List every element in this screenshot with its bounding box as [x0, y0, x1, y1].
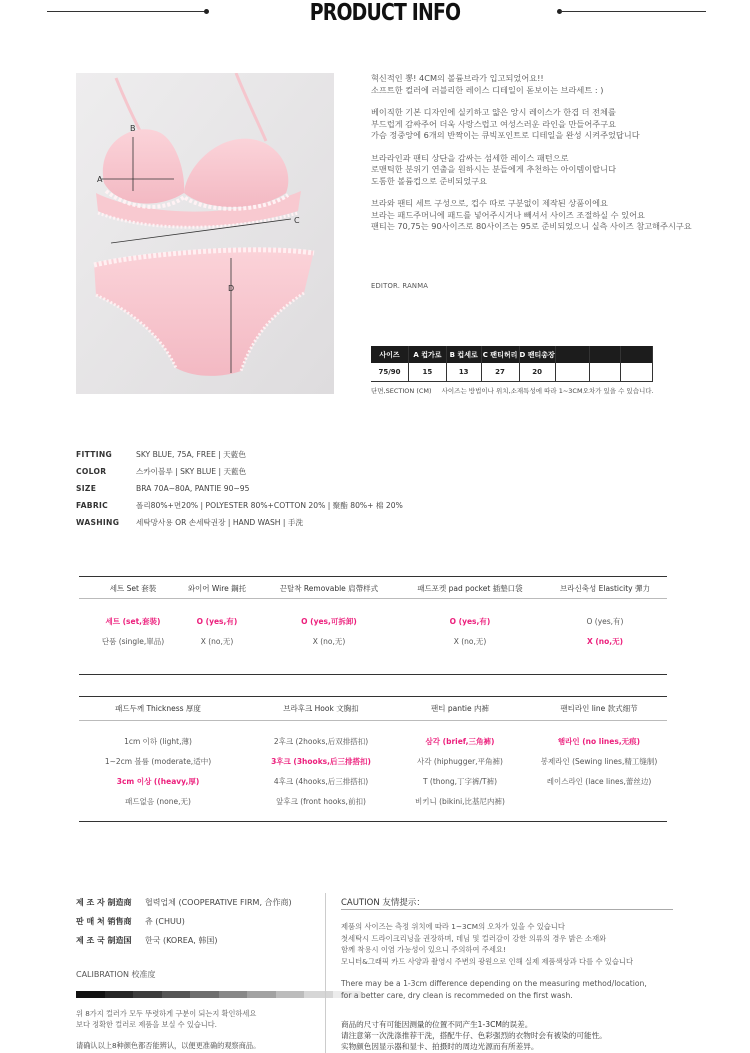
- spec-label: FITTING: [76, 450, 113, 459]
- option-cell: 햄라인 (no lines,无痕): [557, 737, 641, 746]
- description-line: 브라라인과 팬티 상단을 감싸는 섬세한 레이스 패턴으로: [371, 152, 569, 163]
- option-header: 팬티라인 line 款式细节: [560, 704, 638, 713]
- description-paragraph: [371, 153, 731, 188]
- bottom-divider: [325, 893, 326, 1053]
- maker-info: [76, 893, 292, 950]
- caution-line: 实物颜色因显示器和显卡、拍摄时的周边光源而有所差异。: [341, 1042, 539, 1051]
- size-note: [371, 386, 662, 395]
- option-header: 브라신축성 Elasticity 彈力: [560, 584, 650, 593]
- option-cell: X (no,无): [453, 637, 487, 646]
- caution-english: [341, 978, 647, 1001]
- description-line: 도톰한 볼륨컵으로 준비되었구요: [371, 175, 487, 186]
- spec-value: 세탁망사용 OR 손세탁권장 | HAND WASH | 手洗: [136, 518, 304, 527]
- maker-value: 츄 (CHUU): [145, 917, 185, 926]
- maker-value: 한국 (KOREA, 韩国): [145, 936, 218, 945]
- option-cell: 3cm 이상 ((heavy,厚): [116, 777, 200, 786]
- header-rule-left: [47, 11, 205, 12]
- calibration-swatch: [76, 991, 105, 998]
- description-line: 부드럽게 감싸주어 더욱 사랑스럽고 여성스러운 라인을 만들어주구요: [371, 118, 616, 129]
- calibration-swatch: [105, 991, 134, 998]
- spec-list: [76, 446, 403, 531]
- calibration-swatch: [304, 991, 333, 998]
- spec-label: SIZE: [76, 484, 97, 493]
- size-header-cell: [589, 346, 620, 363]
- size-header-cell: [555, 346, 589, 363]
- size-cell: 27: [481, 363, 519, 381]
- size-header-cell: [620, 346, 652, 363]
- product-description: [371, 73, 731, 244]
- editor-credit: EDITOR. RANMA: [371, 282, 429, 290]
- option-cell: 앞후크 (front hooks,前扣): [276, 797, 366, 806]
- product-photo: [76, 73, 334, 394]
- size-cell: 15: [409, 363, 447, 381]
- maker-row: [76, 893, 292, 912]
- spec-row-fitting: [76, 446, 403, 463]
- option-header: 끈탈착 Removable 肩帶样式: [279, 584, 379, 593]
- size-note-label: 단면,SECTION (CM): [371, 387, 432, 395]
- option-header: 팬티 pantie 内裤: [430, 704, 489, 713]
- calibration-swatch: [190, 991, 219, 998]
- spec-value: BRA 70A~80A, PANTIE 90~95: [136, 484, 250, 493]
- calibration-swatch: [276, 991, 305, 998]
- size-table: [371, 346, 653, 382]
- option-table-header-rule: [79, 720, 667, 721]
- spec-value: 폴리80%+면20% | POLYESTER 80%+COTTON 20% | 聚酯 80%+ 棉 20%: [136, 501, 403, 510]
- description-line: 팬티는 70,75는 90사이즈로 80사이즈는 95로 준비되었으니 실측 사이즈 참고해주시구요: [371, 221, 692, 231]
- option-cell: O (yes,有): [196, 617, 238, 626]
- calibration-swatch: [133, 991, 162, 998]
- option-cell: 세트 (set,套裝): [105, 617, 161, 626]
- size-header-cell: B 컵세로: [446, 346, 481, 363]
- option-header: 세트 Set 套裝: [109, 584, 157, 593]
- option-header: 브라후크 Hook 文胸扣: [283, 704, 359, 713]
- option-cell: 단품 (single,單品): [101, 637, 165, 646]
- caution-chinese: [341, 1019, 607, 1052]
- option-cell: X (no,无): [586, 637, 624, 646]
- caution-rule: [341, 909, 673, 910]
- spec-label: WASHING: [76, 518, 120, 527]
- caution-line: 제품의 사이즈는 측정 위치에 따라 1~3CM의 오차가 있을 수 있습니다: [341, 922, 565, 931]
- option-table-top-rule: [79, 696, 667, 697]
- caution-line: for a better care, dry clean is recommeded on the first wash.: [341, 990, 573, 1000]
- description-line: 베이직한 기본 디자인에 실키하고 얇은 앙시 레이스가 한겹 더 전체를: [371, 107, 616, 117]
- label-d: D: [228, 284, 235, 293]
- calibration-swatch: [162, 991, 191, 998]
- option-cell: 패드없음 (none,无): [125, 797, 191, 806]
- caution-line: 첫세탁시 드라이크리닝을 권장하며, 데님 및 컬러감이 강한 의류의 경우 밝은 소재와: [341, 933, 607, 943]
- spec-row-color: [76, 463, 403, 480]
- option-header: 와이어 Wire 鋼托: [187, 584, 247, 593]
- caution-title: CAUTION 友情提示：: [341, 898, 425, 908]
- option-cell: 1~2cm 볼륨 (moderate,适中): [104, 757, 212, 766]
- option-cell: 4후크 (4hooks,后三排搭扣): [273, 777, 369, 786]
- spec-row-fabric: [76, 497, 403, 514]
- caution-line: There may be a 1-3cm difference depending on the measuring method/location,: [341, 979, 647, 988]
- option-cell: 레이스라인 (lace lines,蕾丝边): [546, 777, 652, 786]
- caution-korean: [341, 921, 633, 967]
- size-note-text: 사이즈는 방법이나 위치,소재특성에 따라 1~3CM오차가 있을 수 있습니다.: [441, 387, 654, 395]
- description-line: 소프트한 컬러에 러블리한 레이스 디테일이 돋보이는 브라세트 : ): [371, 84, 604, 95]
- size-header-cell: 사이즈: [371, 346, 409, 363]
- option-table-header-rule: [79, 598, 667, 599]
- option-cell: O (yes,可拆卸): [301, 617, 357, 626]
- description-paragraph: [371, 107, 731, 142]
- description-line: 혁신적인 뽕! 4CM의 볼륨브라가 입고되었어요!!: [371, 73, 544, 83]
- option-table-detail: [79, 696, 667, 822]
- size-cell: 75/90: [371, 363, 409, 381]
- size-header-cell: C 팬티허리: [481, 346, 519, 363]
- size-header-cell: A 컵가로: [409, 346, 447, 363]
- option-cell: 삼각 (brief,三角裤): [425, 737, 495, 746]
- option-header: 패드두께 Thickness 厚度: [115, 704, 201, 713]
- calibration-note-cn: 请确认以上8种颜色都否能辨认，以便更准确的观察商品。: [76, 1041, 261, 1050]
- option-cell: X (no,无): [312, 637, 346, 646]
- option-cell: 비키니 (bikini,比基尼内裤): [415, 797, 505, 806]
- description-line: 로맨틱한 분위기 연출을 원하시는 분들에게 추천하는 아이템이랍니다: [371, 164, 616, 174]
- page-header: [0, 0, 750, 30]
- calibration-strip: [76, 991, 361, 998]
- description-line: 가슴 정중앙에 6개의 반짝이는 큐빅포인트로 디테일을 완성 시켜주었답니다: [371, 130, 640, 140]
- spec-label: FABRIC: [76, 501, 109, 510]
- spec-value: SKY BLUE, 75A, FREE | 天藍色: [136, 450, 246, 459]
- page-title: PRODUCT INFO: [309, 0, 461, 26]
- calibration-note: [76, 1008, 256, 1030]
- option-cell: 사각 (hiphugger,平角裤): [417, 757, 503, 766]
- spec-label: COLOR: [76, 467, 107, 476]
- calibration-title: CALIBRATION 校准度: [76, 970, 156, 979]
- spec-row-size: [76, 480, 403, 497]
- calibration-note-line: 보다 정확한 컬러로 제품을 보실 수 있습니다.: [76, 1020, 217, 1029]
- caution-line: 商品的尺寸有可能因测量的位置不同产生1-3CM的误差。: [341, 1020, 533, 1029]
- calibration-swatch: [247, 991, 276, 998]
- header-dot-left: [204, 9, 209, 14]
- calibration-note-line: 위 8가지 컬러가 모두 뚜렷하게 구분이 되는지 확인하세요: [76, 1009, 257, 1018]
- size-cell: 13: [446, 363, 481, 381]
- description-line: 브라는 패드주머니에 패드를 넣어주시거나 빼셔서 사이즈 조절하실 수 있어요: [371, 209, 645, 220]
- caution-line: 함께 착용시 이염 가능성이 있으니 주의하여 주세요!: [341, 945, 506, 954]
- maker-key: 제 조 자 制造商: [76, 898, 132, 907]
- option-table-basic: [79, 576, 667, 675]
- label-a: A: [97, 175, 103, 184]
- size-header-cell: D 팬티총장: [519, 346, 555, 363]
- maker-key: 판 매 처 销售商: [76, 917, 132, 926]
- header-rule-right: [560, 11, 706, 12]
- size-table-header: [371, 346, 653, 363]
- option-cell: 2후크 (2hooks,后双排搭扣): [273, 737, 369, 746]
- spec-row-washing: [76, 514, 403, 531]
- option-header: 패드포켓 pad pocket 插墊口袋: [417, 584, 523, 593]
- maker-value: 협력업체 (COOPERATIVE FIRM, 合作商): [145, 898, 292, 907]
- label-c: C: [294, 216, 300, 225]
- option-cell: X (no,无): [200, 637, 234, 646]
- option-cell: 1cm 이하 (light,薄): [124, 737, 192, 746]
- size-cell: [589, 363, 620, 381]
- option-cell: T (thong,丁字裤/T裤): [422, 777, 498, 786]
- description-line: 브라와 팬티 세트 구성으로, 컵수 따로 구분없이 제작된 상품이에요: [371, 198, 608, 208]
- option-cell: 봉제라인 (Sewing lines,精工缝制): [540, 757, 658, 766]
- size-cell: [620, 363, 652, 381]
- option-cell: O (yes,有): [449, 617, 491, 626]
- size-table-row: [371, 363, 653, 381]
- label-b: B: [130, 124, 136, 133]
- spec-value: 스카이블루 | SKY BLUE | 天藍色: [136, 467, 247, 476]
- caution-line: 모니터&그래픽 카드 사양과 촬영시 주변의 광원으로 인해 실제 제품색상과 다를 수 있습니다: [341, 956, 634, 966]
- calibration-swatch: [219, 991, 248, 998]
- maker-row: [76, 912, 292, 931]
- option-table-top-rule: [79, 576, 667, 577]
- option-cell: 3후크 (3hooks,后三排搭扣): [271, 757, 371, 766]
- maker-key: 제 조 국 制造国: [76, 936, 132, 945]
- maker-row: [76, 931, 292, 950]
- size-cell: 20: [519, 363, 555, 381]
- description-paragraph: [371, 73, 731, 96]
- caution-line: 请注意第一次洗涤推荐干洗，搭配牛仔、色彩强烈的衣物时会有被染的可能性。: [341, 1031, 607, 1040]
- description-paragraph: [371, 198, 731, 233]
- size-cell: [555, 363, 589, 381]
- product-illustration: [76, 73, 334, 394]
- option-cell: O (yes,有): [586, 617, 624, 626]
